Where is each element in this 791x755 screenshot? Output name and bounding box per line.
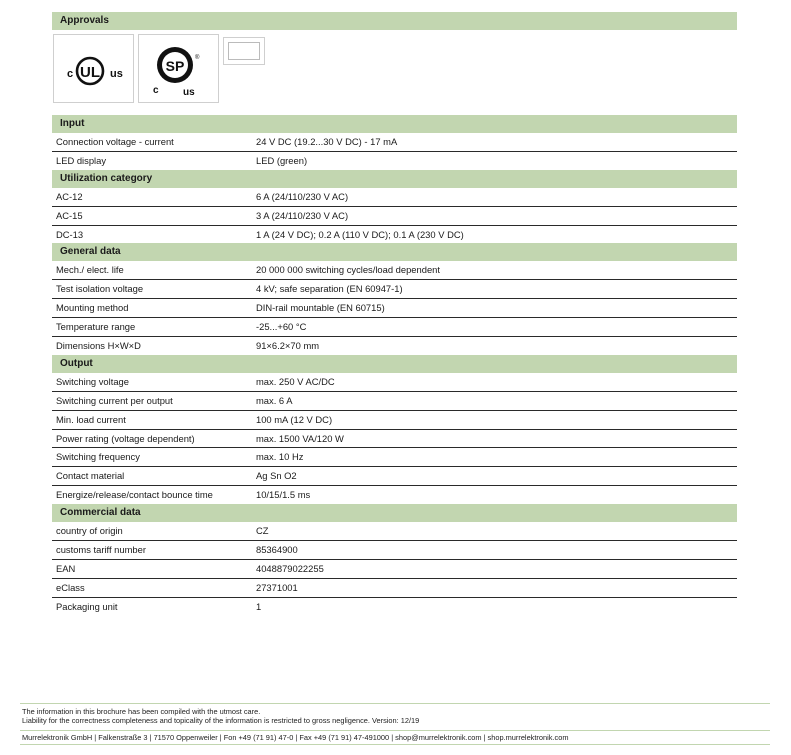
- ul-mark-icon: [54, 35, 133, 102]
- section-rows: [52, 522, 737, 615]
- table-row: [52, 522, 737, 541]
- row-label: AC-15: [56, 209, 83, 221]
- csa-mark-icon: [139, 35, 218, 102]
- row-value: Ag Sn O2: [256, 470, 297, 482]
- section-heading: Output: [52, 355, 737, 373]
- table-row: [52, 299, 737, 318]
- footer-divider-middle: [20, 730, 770, 731]
- row-value: 1: [256, 600, 262, 612]
- csa-approval-logo: [138, 34, 219, 103]
- table-row: [52, 152, 737, 170]
- table-row: [52, 598, 737, 616]
- section-heading: Utilization category: [52, 170, 737, 188]
- row-label: Power rating (voltage dependent): [56, 432, 195, 444]
- row-value: 10/15/1.5 ms: [256, 489, 311, 501]
- footer-disclaimer-line-1: The information in this brochure has been compiled with the utmost care.: [22, 707, 261, 716]
- footer-divider-top: [20, 703, 770, 704]
- section-output: [52, 355, 737, 504]
- table-row: [52, 188, 737, 207]
- row-label: AC-12: [56, 190, 83, 202]
- footer-divider-bottom: [20, 744, 770, 745]
- row-value: 6 A (24/110/230 V AC): [256, 190, 349, 202]
- row-label: country of origin: [56, 525, 123, 537]
- footer-company-contact: Murrelektronik GmbH | Falkenstraße 3 | 71570 Oppenweiler | Fon +49 (71 91) 47-0 | Fax +49 (71 91) 47-491000 | shop@murrelektronik.com | shop.murrelektronik.com: [22, 733, 569, 742]
- table-row: [52, 411, 737, 430]
- row-label: Switching voltage: [56, 375, 129, 387]
- row-label: LED display: [56, 154, 107, 166]
- row-label: Temperature range: [56, 321, 136, 333]
- row-label: EAN: [56, 562, 76, 574]
- row-value: DIN-rail mountable (EN 60715): [256, 302, 385, 314]
- approvals-logos: [52, 34, 737, 110]
- svg-text:us: us: [110, 68, 123, 80]
- row-label: Energize/release/contact bounce time: [56, 489, 213, 501]
- table-row: [52, 448, 737, 467]
- row-value: -25...+60 °C: [256, 321, 307, 333]
- row-label: Contact material: [56, 470, 125, 482]
- table-row: [52, 261, 737, 280]
- svg-text:®: ®: [195, 55, 200, 61]
- row-value: 4 kV; safe separation (EN 60947-1): [256, 283, 403, 295]
- section-rows: [52, 188, 737, 244]
- row-label: Switching frequency: [56, 451, 140, 463]
- section-heading: Input: [52, 115, 737, 133]
- svg-text:c: c: [67, 68, 74, 80]
- row-label: Mech./ elect. life: [56, 264, 124, 276]
- svg-text:UL: UL: [80, 64, 100, 81]
- row-value: 91×6.2×70 mm: [256, 340, 320, 352]
- table-row: [52, 318, 737, 337]
- row-value: CZ: [256, 525, 269, 537]
- row-label: eClass: [56, 581, 85, 593]
- row-label: Connection voltage - current: [56, 136, 174, 147]
- section-rows: [52, 133, 737, 170]
- table-row: [52, 579, 737, 598]
- footer-disclaimer-line-2: Liability for the correctness completeness and topicality of the information is restricted to gross negligence. Version: 12/19: [22, 716, 420, 725]
- row-label: Packaging unit: [56, 600, 118, 612]
- row-label: Dimensions H×W×D: [56, 340, 141, 352]
- section-general-data: [52, 243, 737, 354]
- empty-approval-placeholder: [223, 37, 265, 65]
- section-heading: Commercial data: [52, 504, 737, 522]
- row-label: Switching current per output: [56, 394, 173, 406]
- section-heading: General data: [52, 243, 737, 261]
- table-row: [52, 430, 737, 449]
- section-commercial-data: [52, 504, 737, 615]
- table-row: [52, 467, 737, 486]
- section-utilization-category: [52, 170, 737, 244]
- table-row: [52, 280, 737, 299]
- table-row: [52, 337, 737, 355]
- row-value: 1 A (24 V DC); 0.2 A (110 V DC); 0.1 A (230 V DC): [256, 228, 464, 240]
- table-row: [52, 373, 737, 392]
- row-value: max. 10 Hz: [256, 451, 304, 463]
- row-label: customs tariff number: [56, 544, 146, 556]
- row-label: DC-13: [56, 228, 84, 240]
- approvals-heading: Approvals: [52, 12, 737, 30]
- section-input: [52, 115, 737, 170]
- row-value: max. 6 A: [256, 394, 293, 406]
- row-label: Test isolation voltage: [56, 283, 144, 295]
- table-row: [52, 226, 737, 244]
- row-value: 20 000 000 switching cycles/load dependent: [256, 264, 440, 276]
- row-value: 100 mA (12 V DC): [256, 413, 333, 425]
- ul-approval-logo: [53, 34, 134, 103]
- section-rows: [52, 261, 737, 354]
- table-row: [52, 207, 737, 226]
- row-value: 3 A (24/110/230 V AC): [256, 209, 349, 221]
- section-rows: [52, 373, 737, 504]
- row-value: LED (green): [256, 154, 308, 166]
- row-value: 27371001: [256, 581, 298, 593]
- table-row: [52, 392, 737, 411]
- table-row: [52, 486, 737, 504]
- table-row: [52, 133, 737, 152]
- table-row: [52, 541, 737, 560]
- row-value: 4048879022255: [256, 562, 324, 574]
- row-value: 24 V DC (19.2...30 V DC) - 17 mA: [256, 136, 398, 147]
- row-value: max. 250 V AC/DC: [256, 375, 335, 387]
- datasheet: [52, 12, 737, 616]
- row-value: 85364900: [256, 544, 298, 556]
- svg-text:c: c: [153, 85, 159, 96]
- svg-text:SP: SP: [165, 58, 185, 74]
- table-row: [52, 560, 737, 579]
- row-value: max. 1500 VA/120 W: [256, 432, 344, 444]
- row-label: Min. load current: [56, 413, 126, 425]
- row-label: Mounting method: [56, 302, 129, 314]
- svg-text:us: us: [183, 87, 195, 98]
